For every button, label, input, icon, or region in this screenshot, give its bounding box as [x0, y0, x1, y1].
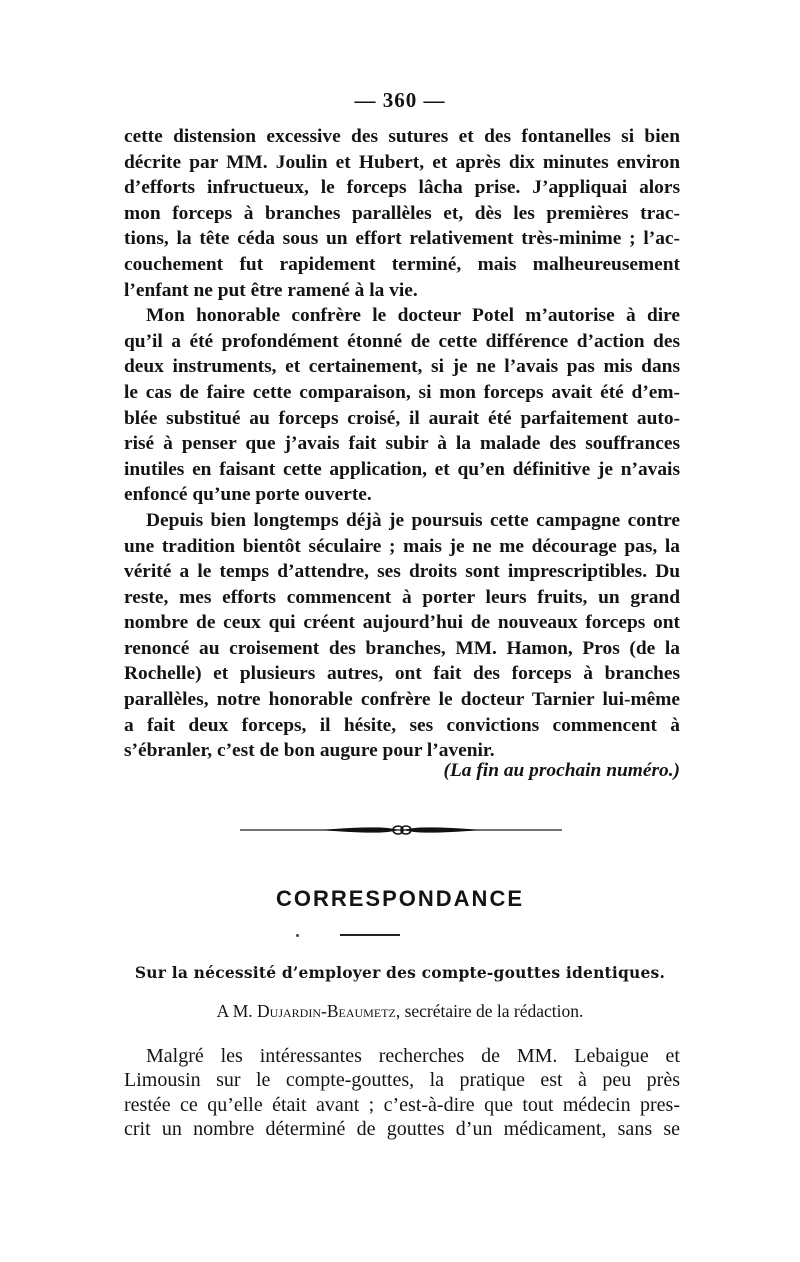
- ornamental-divider: [240, 820, 562, 840]
- text-line: s’ébranler, c’est de bon augure pour l’avenir.: [124, 740, 495, 762]
- text-line: l’enfant ne put être ramené à la vie.: [124, 279, 418, 301]
- text-line: d’efforts infructueux, le forceps lâcha prise. J’appliquai alors: [124, 177, 680, 199]
- text-line: restée ce qu’elle était avant ; c’est-à-dire que tout médecin pres-: [124, 1093, 680, 1116]
- text-line: mon forceps à branches parallèles et, dès les premières trac-: [124, 202, 680, 224]
- text-line: Rochelle) et plusieurs autres, ont fait des forceps à branches: [124, 663, 680, 685]
- text-line: Mon honorable confrère le docteur Potel m’autorise à dire: [146, 305, 680, 327]
- text-line: couchement fut rapidement terminé, mais malheureusement: [124, 253, 680, 275]
- continuation-note: (La fin au prochain numéro.): [443, 760, 680, 781]
- text-line: deux instruments, et certainement, si je ne l’avais pas mis dans: [124, 356, 680, 378]
- article-body-continued: [124, 124, 680, 764]
- page-number: — 360 —: [354, 88, 446, 112]
- heading-rule: [340, 934, 400, 936]
- dedication-prefix: A M.: [216, 1001, 253, 1021]
- text-line: tions, la tête céda sous un effort relativement très-minime ; l’ac-: [124, 228, 680, 250]
- text-line: risé à penser que j’avais fait subir à la malade des souffrances: [124, 433, 680, 455]
- article-title: Sur la nécessité d’employer des compte-gouttes identiques.: [134, 963, 666, 982]
- text-line: une tradition bientôt séculaire ; mais je ne me décourage pas, la: [124, 535, 680, 557]
- text-line: inutiles en faisant cette application, et qu’en définitive je n’avais: [124, 458, 680, 480]
- text-line: parallèles, notre honorable confrère le docteur Tarnier lui-même: [124, 689, 680, 711]
- dedication-line: [0, 1001, 800, 1022]
- section-heading: CORRESPONDANCE: [275, 886, 525, 911]
- text-line: qu’il a été profondément étonné de cette différence d’action des: [124, 330, 680, 352]
- text-line: reste, mes efforts commencent à porter leurs fruits, un grand: [124, 586, 680, 608]
- text-line: Depuis bien longtemps déjà je poursuis cette campagne contre: [146, 509, 680, 531]
- dedication-suffix: , secrétaire de la rédaction.: [395, 1001, 584, 1021]
- text-line: vérité a le temps d’attendre, ses droits sont imprescriptibles. Du: [124, 561, 680, 583]
- decorative-dot: [296, 934, 299, 937]
- text-line: cette distension excessive des sutures et des fontanelles si bien: [124, 126, 680, 147]
- text-line: Malgré les intéressantes recherches de MM. Lebaigue et: [146, 1045, 680, 1067]
- text-line: blée substitué au forceps croisé, il aurait été parfaitement auto-: [124, 407, 680, 429]
- dedication-name: Dujardin-Beaumetz: [257, 1001, 396, 1021]
- text-line: décrite par MM. Joulin et Hubert, et après dix minutes environ: [124, 151, 680, 173]
- text-line: le cas de faire cette comparaison, si mon forceps avait été d’em-: [124, 381, 680, 403]
- text-line: nombre de ceux qui créent aujourd’hui de nouveaux forceps ont: [124, 612, 680, 634]
- text-line: crit un nombre déterminé de gouttes d’un médicament, sans se: [124, 1118, 680, 1141]
- text-line: Limousin sur le compte-gouttes, la pratique est à peu près: [124, 1069, 680, 1092]
- article-body: [124, 1044, 680, 1142]
- text-line: a fait deux forceps, il hésite, ses convictions commencent à: [124, 714, 680, 736]
- text-line: renoncé au croisement des branches, MM. Hamon, Pros (de la: [124, 637, 680, 659]
- text-line: enfoncé qu’une porte ouverte.: [124, 484, 372, 506]
